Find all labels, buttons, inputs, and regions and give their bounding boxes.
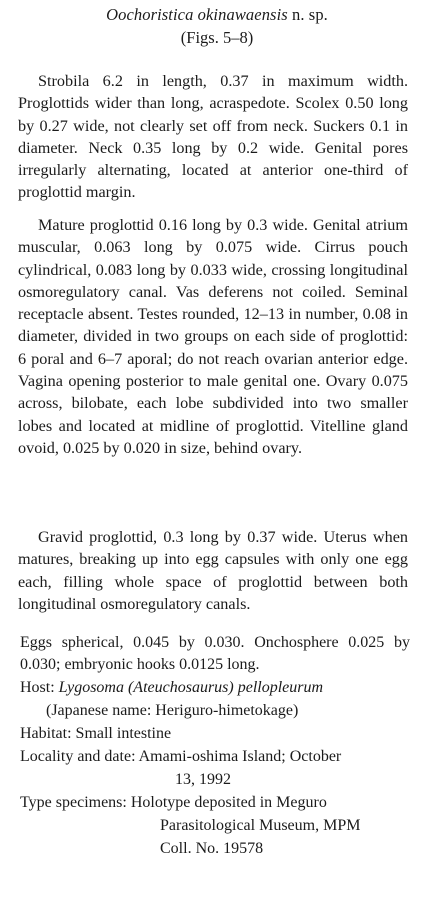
habitat-line: Habitat: Small intestine xyxy=(20,725,172,742)
host-species: Lygosoma (Ateuchosaurus) pellopleurum xyxy=(58,679,324,696)
species-title xyxy=(0,4,434,25)
figure-reference: (Figs. 5–8) xyxy=(180,28,254,47)
type-specimens-museum: Parasitological Museum, MPM xyxy=(160,817,361,834)
type-specimens-collection-number: Coll. No. 19578 xyxy=(160,840,264,857)
host-label: Host: xyxy=(20,679,59,696)
locality-line: Locality and date: Amami-oshima Island; October xyxy=(20,748,342,765)
paragraph-mature-proglottid: Mature proglottid 0.16 long by 0.3 wide. Genital atrium muscular, 0.063 long by 0.075 wide. Cirrus pouch cylindrical, 0.083 long by 0.033 wide, crossing longitudinal osmoregulatory canal. Vas deferens not coiled. Seminal receptacle absent. Testes rounded, 12–13 in number, 0.08 in diameter, divided in two groups on each side of proglottid: 6 poral and 6–7 aporal; do not reach ovarian anterior edge. Vagina opening posterior to male genital one. Ovary 0.075 across, bilobate, each lobe subdivided into two smaller lobes and located at midline of proglottid. Vitelline gland ovoid, 0.025 by 0.020 in size, behind ovary. xyxy=(18,216,408,457)
species-suffix: n. sp. xyxy=(287,5,328,24)
species-name: Oochoristica okinawaensis xyxy=(106,5,288,24)
japanese-name: (Japanese name: Heriguro-himetokage) xyxy=(46,702,299,719)
eggs-description: Eggs spherical, 0.045 by 0.030. Onchosphere 0.025 by 0.030; embryonic hooks 0.0125 long. xyxy=(20,634,410,674)
type-specimens-line: Type specimens: Holotype deposited in Meguro xyxy=(20,794,327,811)
paragraph-gravid-proglottid: Gravid proglottid, 0.3 long by 0.37 wide. Uterus when matures, breaking up into egg capsules with only one egg each, filling whole space of proglottid between both longitudinal osmoregulatory canals. xyxy=(18,528,408,613)
locality-date-continuation: 13, 1992 xyxy=(175,771,231,788)
host-line xyxy=(20,677,420,699)
paragraph-strobila: Strobila 6.2 in length, 0.37 in maximum width. Proglottids wider than long, acraspedote. Scolex 0.50 long by 0.27 wide, not clearly set off from neck. Suckers 0.1 in diameter. Neck 0.35 long by 0.2 wide. Genital pores irregularly alternating, located at anterior one-third of proglottid margin. xyxy=(18,72,408,202)
